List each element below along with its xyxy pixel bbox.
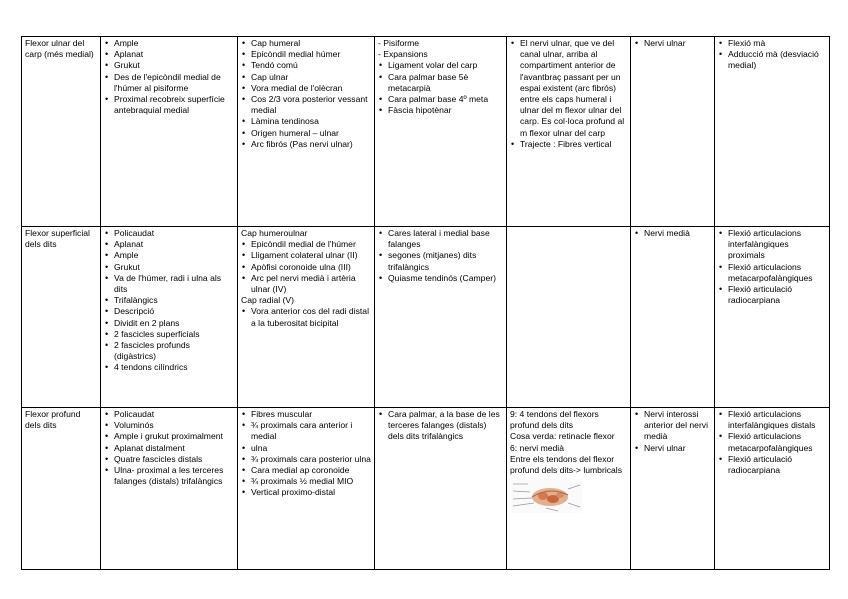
list-item: • Lligament colateral ulnar (II) bbox=[251, 250, 371, 261]
list-item: • Origen humeral – ulnar bbox=[251, 128, 371, 139]
list-item: • 2 fascicles superficials bbox=[114, 329, 234, 340]
insertion-line: - Pisiforme bbox=[378, 38, 420, 48]
insertion-cell bbox=[375, 408, 507, 570]
muscle-name-cell bbox=[22, 408, 101, 570]
list-item: • segones (mitjanes) dits trifalàngics bbox=[388, 250, 503, 272]
list-item: • Ample bbox=[114, 250, 234, 261]
list-item: • Cap ulnar bbox=[251, 72, 371, 83]
origin-list bbox=[241, 306, 371, 328]
muscle-name-cell bbox=[22, 37, 101, 227]
list-item: • Epicòndil medial de l'húmer bbox=[251, 239, 371, 250]
action-cell bbox=[715, 227, 830, 408]
list-item: • ulna bbox=[251, 443, 371, 454]
list-item: • Aplanat distalment bbox=[114, 443, 234, 454]
origin-head: Cap humeroulnar bbox=[241, 228, 308, 238]
innervation-cell bbox=[631, 408, 715, 570]
origin-cell bbox=[238, 227, 375, 408]
innervation-list bbox=[634, 38, 711, 49]
list-item: • Grukut bbox=[114, 60, 234, 71]
list-item: • Adducció mà (desviació medial) bbox=[728, 49, 826, 71]
origin-cell bbox=[238, 408, 375, 570]
list-item: • Quiasme tendinós (Camper) bbox=[388, 273, 503, 284]
table-row bbox=[22, 37, 830, 227]
list-item: • Descripció bbox=[114, 306, 234, 317]
list-item: • Vertical proximo-distal bbox=[251, 487, 371, 498]
muscle-name: Flexor superficial dels dits bbox=[25, 228, 90, 250]
list-item: • Flexió articulacions metacarpofalàngiques bbox=[728, 262, 826, 284]
origin-list bbox=[241, 239, 371, 295]
insertion-line: - Expansions bbox=[378, 49, 428, 60]
list-item: • Aplanat bbox=[114, 239, 234, 250]
list-item: • Flexió articulacions metacarpofalàngiques bbox=[728, 431, 826, 453]
characteristics-cell bbox=[101, 227, 238, 408]
list-item: • Cos 2/3 vora posterior vessant medial bbox=[251, 94, 371, 116]
innervation-cell bbox=[631, 37, 715, 227]
list-item: • Cara palmar, a la base de les terceres falanges (distals) dels dits trifalàngics bbox=[388, 409, 503, 443]
list-item: • Trajecte : Fibres vertical bbox=[520, 139, 627, 150]
list-item: • Aplanat bbox=[114, 49, 234, 60]
list-item: • Nervi medià bbox=[644, 228, 711, 239]
relations-line: 6: nervi medià bbox=[510, 442, 564, 453]
characteristics-list bbox=[104, 38, 234, 116]
insertion-cell bbox=[375, 37, 507, 227]
list-item: • ¾ proximals ½ medial MIO bbox=[251, 476, 371, 487]
list-item: • Flexió articulacions interfalàngiques distals bbox=[728, 409, 826, 431]
relations-line: 9: 4 tendons del flexors profund dels dits bbox=[510, 409, 599, 431]
list-item: • Trifalàngics bbox=[114, 295, 234, 306]
list-item: • Flexió mà bbox=[728, 38, 826, 49]
list-item: • Ulna- proximal a les terceres falanges (distals) trifalàngics bbox=[114, 465, 234, 487]
characteristics-list bbox=[104, 228, 234, 374]
list-item: • Nervi ulnar bbox=[644, 443, 711, 454]
list-item: • ¾ proximals cara anterior i medial bbox=[251, 420, 371, 442]
list-item: • Cares lateral i medial base falanges bbox=[388, 228, 503, 250]
list-item: • Arc pel nervi medià i artèria ulnar (IV) bbox=[251, 273, 371, 295]
muscle-name: Flexor ulnar del carp (més medial) bbox=[25, 38, 94, 60]
muscle-name-cell bbox=[22, 227, 101, 408]
list-item: • Epicòndil medial húmer bbox=[251, 49, 371, 60]
list-item: • Dividit en 2 plans bbox=[114, 318, 234, 329]
characteristics-cell bbox=[101, 408, 238, 570]
list-item: • Va de l'húmer, radi i ulna als dits bbox=[114, 273, 234, 295]
insertion-cell bbox=[375, 227, 507, 408]
list-item: • Cap humeral bbox=[251, 38, 371, 49]
innervation-list bbox=[634, 409, 711, 454]
list-item: • ¾ proximals cara posterior ulna bbox=[251, 454, 371, 465]
list-item: • Ample bbox=[114, 38, 234, 49]
list-item: • Ample i grukut proximalment bbox=[114, 431, 234, 442]
list-item: • Apòfisi coronoide ulna (III) bbox=[251, 262, 371, 273]
list-item: • El nervi ulnar, que ve del canal ulnar, arriba al compartiment anterior de l'avantbraç passant per un espai existent (arc fibrós) entre els caps humeral i ulnar del m flexor ulnar del carp. Es col·loca profund al m flexor ulnar del carp bbox=[520, 38, 627, 139]
list-item: • 4 tendons cilíndrics bbox=[114, 362, 234, 373]
action-list bbox=[718, 38, 826, 72]
table-row bbox=[22, 408, 830, 570]
list-item: • Cara palmar base 4º meta bbox=[388, 94, 503, 105]
list-item: • Fàscia hipotènar bbox=[388, 105, 503, 116]
list-item: • Flexió articulacions interfalàngiques proximals bbox=[728, 228, 826, 262]
list-item: • Làmina tendinosa bbox=[251, 116, 371, 127]
innervation-list bbox=[634, 228, 711, 239]
origin-cell bbox=[238, 37, 375, 227]
origin-head: Cap radial (V) bbox=[241, 295, 295, 306]
list-item: • Flexió articulació radiocarpiana bbox=[728, 454, 826, 476]
list-item: • Quatre fascicles distals bbox=[114, 454, 234, 465]
list-item: • Grukut bbox=[114, 262, 234, 273]
list-item: • Des de l'epicòndil medial de l'húmer al pisiforme bbox=[114, 72, 234, 94]
action-cell bbox=[715, 37, 830, 227]
anatomy-thumbnail bbox=[510, 479, 582, 513]
action-list bbox=[718, 228, 826, 306]
characteristics-list bbox=[104, 409, 234, 487]
list-item: • Cara medial ap coronoide bbox=[251, 465, 371, 476]
relations-cell bbox=[507, 408, 631, 570]
insertion-list bbox=[378, 60, 503, 116]
list-item: • Vora anterior cos del radi distal a la tuberositat bicipital bbox=[251, 306, 371, 328]
list-item: • Voluminós bbox=[114, 420, 234, 431]
innervation-cell bbox=[631, 227, 715, 408]
list-item: • Tendó comú bbox=[251, 60, 371, 71]
action-cell bbox=[715, 408, 830, 570]
action-list bbox=[718, 409, 826, 476]
list-item: • Policaudat bbox=[114, 228, 234, 239]
origin-list bbox=[241, 38, 371, 150]
list-item: • Policaudat bbox=[114, 409, 234, 420]
list-item: • Nervi ulnar bbox=[644, 38, 711, 49]
list-item: • Arc fibrós (Pas nervi ulnar) bbox=[251, 139, 371, 150]
relations-line: Cosa verda: retinacle flexor bbox=[510, 431, 615, 442]
relations-cell bbox=[507, 227, 631, 408]
relations-cell bbox=[507, 37, 631, 227]
list-item: • Vora medial de l'olècran bbox=[251, 83, 371, 94]
list-item: • Flexió articulació radiocarpiana bbox=[728, 284, 826, 306]
anatomy-table bbox=[21, 36, 830, 570]
list-item: • Cara palmar base 5è metacarpià bbox=[388, 72, 503, 94]
insertion-list bbox=[378, 409, 503, 443]
list-item: • Fibres muscular bbox=[251, 409, 371, 420]
relations-line: Entre els tendons del flexor profund dels dits-> lumbricals bbox=[510, 453, 623, 476]
list-item: • 2 fascicles profunds (digàstrics) bbox=[114, 340, 234, 362]
relations-list bbox=[510, 38, 627, 150]
list-item: • Proximal recobreix superfície antebraquial medial bbox=[114, 94, 234, 116]
origin-list bbox=[241, 409, 371, 499]
characteristics-cell bbox=[101, 37, 238, 227]
list-item: • Ligament volar del carp bbox=[388, 60, 503, 71]
list-item: • Nervi interossi anterior del nervi medià bbox=[644, 409, 711, 443]
insertion-list bbox=[378, 228, 503, 284]
muscle-name: Flexor profund dels dits bbox=[25, 409, 81, 431]
table-row bbox=[22, 227, 830, 408]
